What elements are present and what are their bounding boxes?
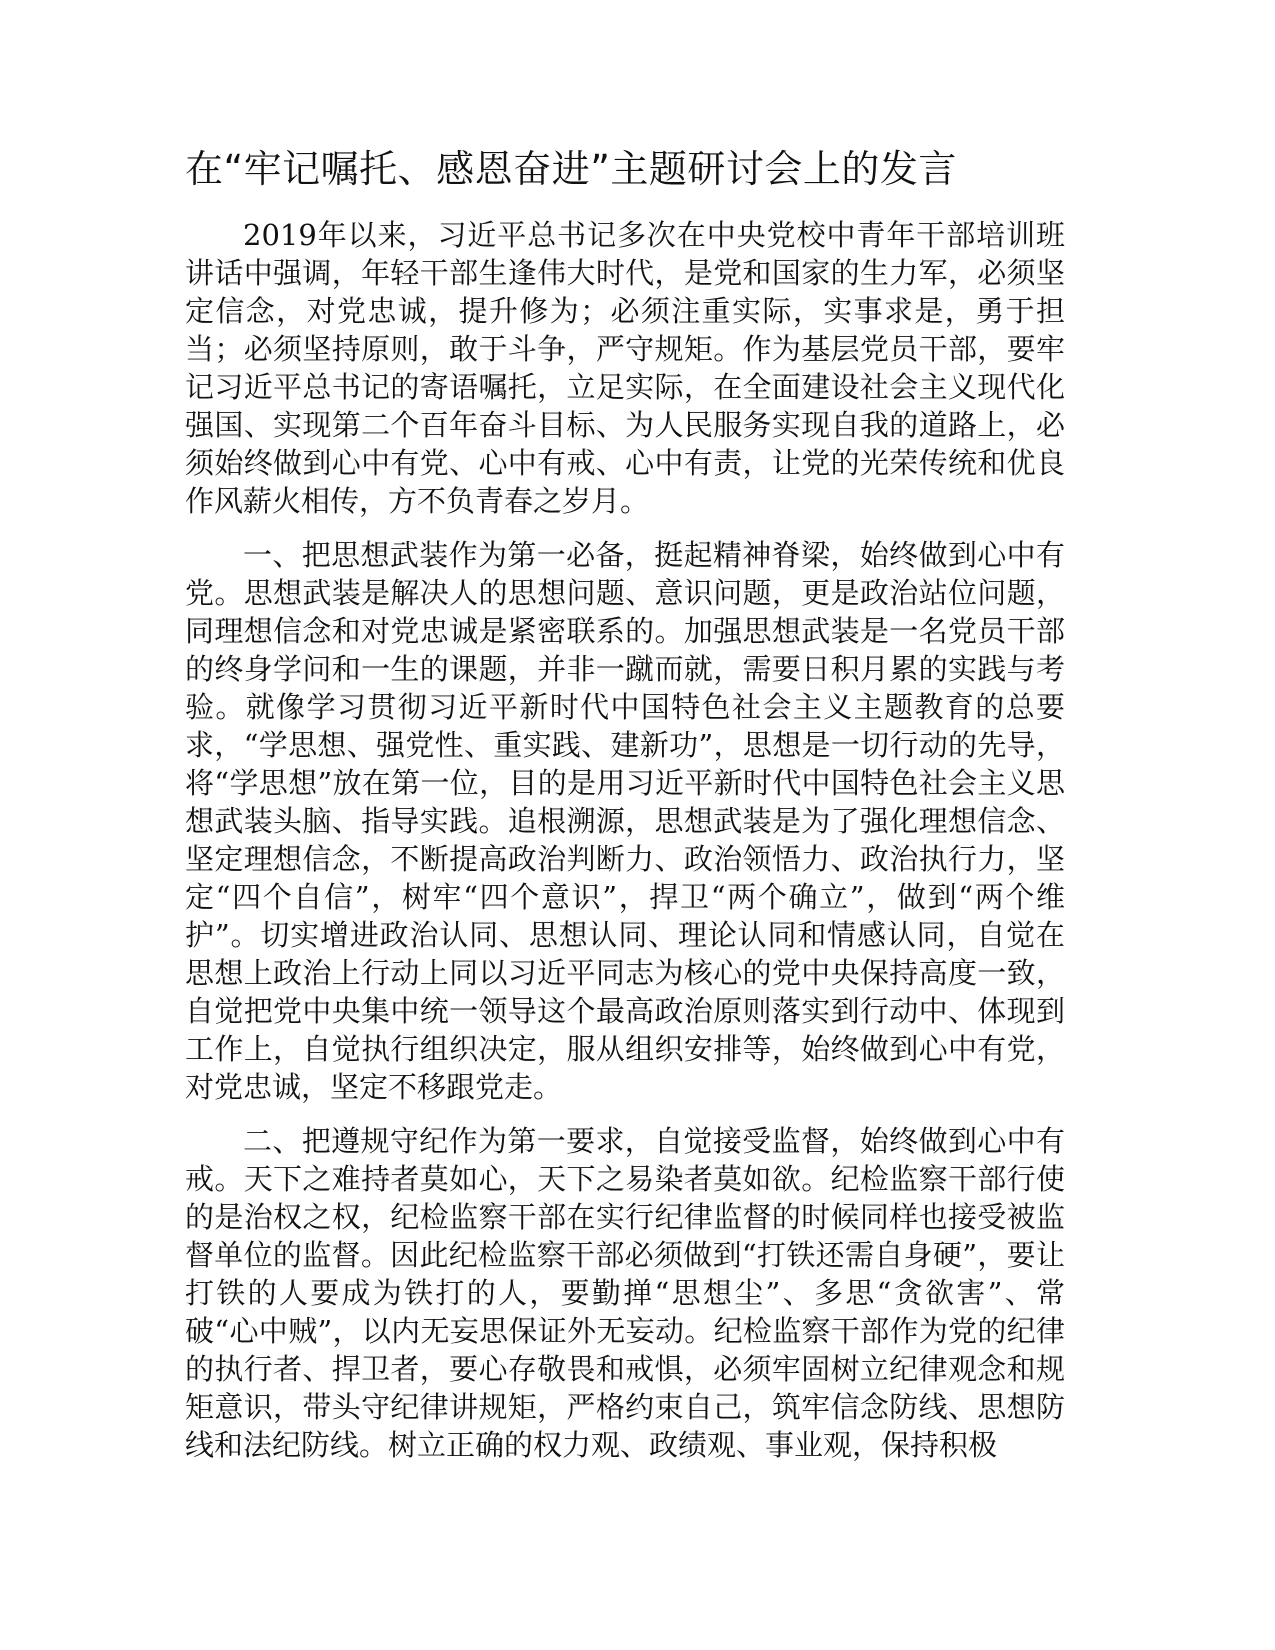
document-title: 在“牢记嘱托、感恩奋进”主题研讨会上的发言 xyxy=(185,147,957,191)
paragraph-section-two: 二、把遵规守纪作为第一要求，自觉接受监督，始终做到心中有戒。天下之难持者莫如心，天下之易染者莫如欲。纪检监察干部行使的是治权之权，纪检监察干部在实行纪律监督的时候同样也接受被监督单位的监督。因此纪检监察干部必须做到“打铁还需自身硬”，要让打铁的人要成为铁打的人，要勤掸“思想尘”、多思“贪欲害”、常破“心中贼”，以内无妄思保证外无妄动。纪检监察干部作为党的纪律的执行者、捍卫者，要心存敬畏和戒惧，必须牢固树立纪律观念和规矩意识，带头守纪律讲规矩，严格约束自己，筑牢信念防线、思想防线和法纪防线。树立正确的权力观、政绩观、事业观，保持积极 xyxy=(185,1124,1065,1462)
paragraph-intro: 2019年以来，习近平总书记多次在中央党校中青年干部培训班讲话中强调，年轻干部生逢伟大时代，是党和国家的生力军，必须坚定信念，对党忠诚，提升修为；必须注重实际，实事求是，勇于担当；必须坚持原则，敢于斗争，严守规矩。作为基层党员干部，要牢记习近平总书记的寄语嘱托，立足实际，在全面建设社会主义现代化强国、实现第二个百年奋斗目标、为人民服务实现自我的道路上，必须始终做到心中有党、心中有戒、心中有责，让党的光荣传统和优良作风薪火相传，方不负青春之岁月。 xyxy=(185,218,1065,518)
document-page xyxy=(185,140,1065,1620)
paragraph-section-one: 一、把思想武装作为第一必备，挺起精神脊梁，始终做到心中有党。思想武装是解决人的思想问题、意识问题，更是政治站位问题，同理想信念和对党忠诚是紧密联系的。加强思想武装是一名党员干部的终身学问和一生的课题，并非一蹴而就，需要日积月累的实践与考验。就像学习贯彻习近平新时代中国特色社会主义主题教育的总要求，“学思想、强党性、重实践、建新功”，思想是一切行动的先导，将“学思想”放在第一位，目的是用习近平新时代中国特色社会主义思想武装头脑、指导实践。追根溯源，思想武装是为了强化理想信念、坚定理想信念，不断提高政治判断力、政治领悟力、政治执行力，坚定“四个自信”，树牢“四个意识”，捍卫“两个确立”，做到“两个维护”。切实增进政治认同、思想认同、理论认同和情感认同，自觉在思想上政治上行动上同以习近平同志为核心的党中央保持高度一致，自觉把党中央集中统一领导这个最高政治原则落实到行动中、体现到工作上，自觉执行组织决定，服从组织安排等，始终做到心中有党，对党忠诚，坚定不移跟党走。 xyxy=(185,538,1065,1104)
